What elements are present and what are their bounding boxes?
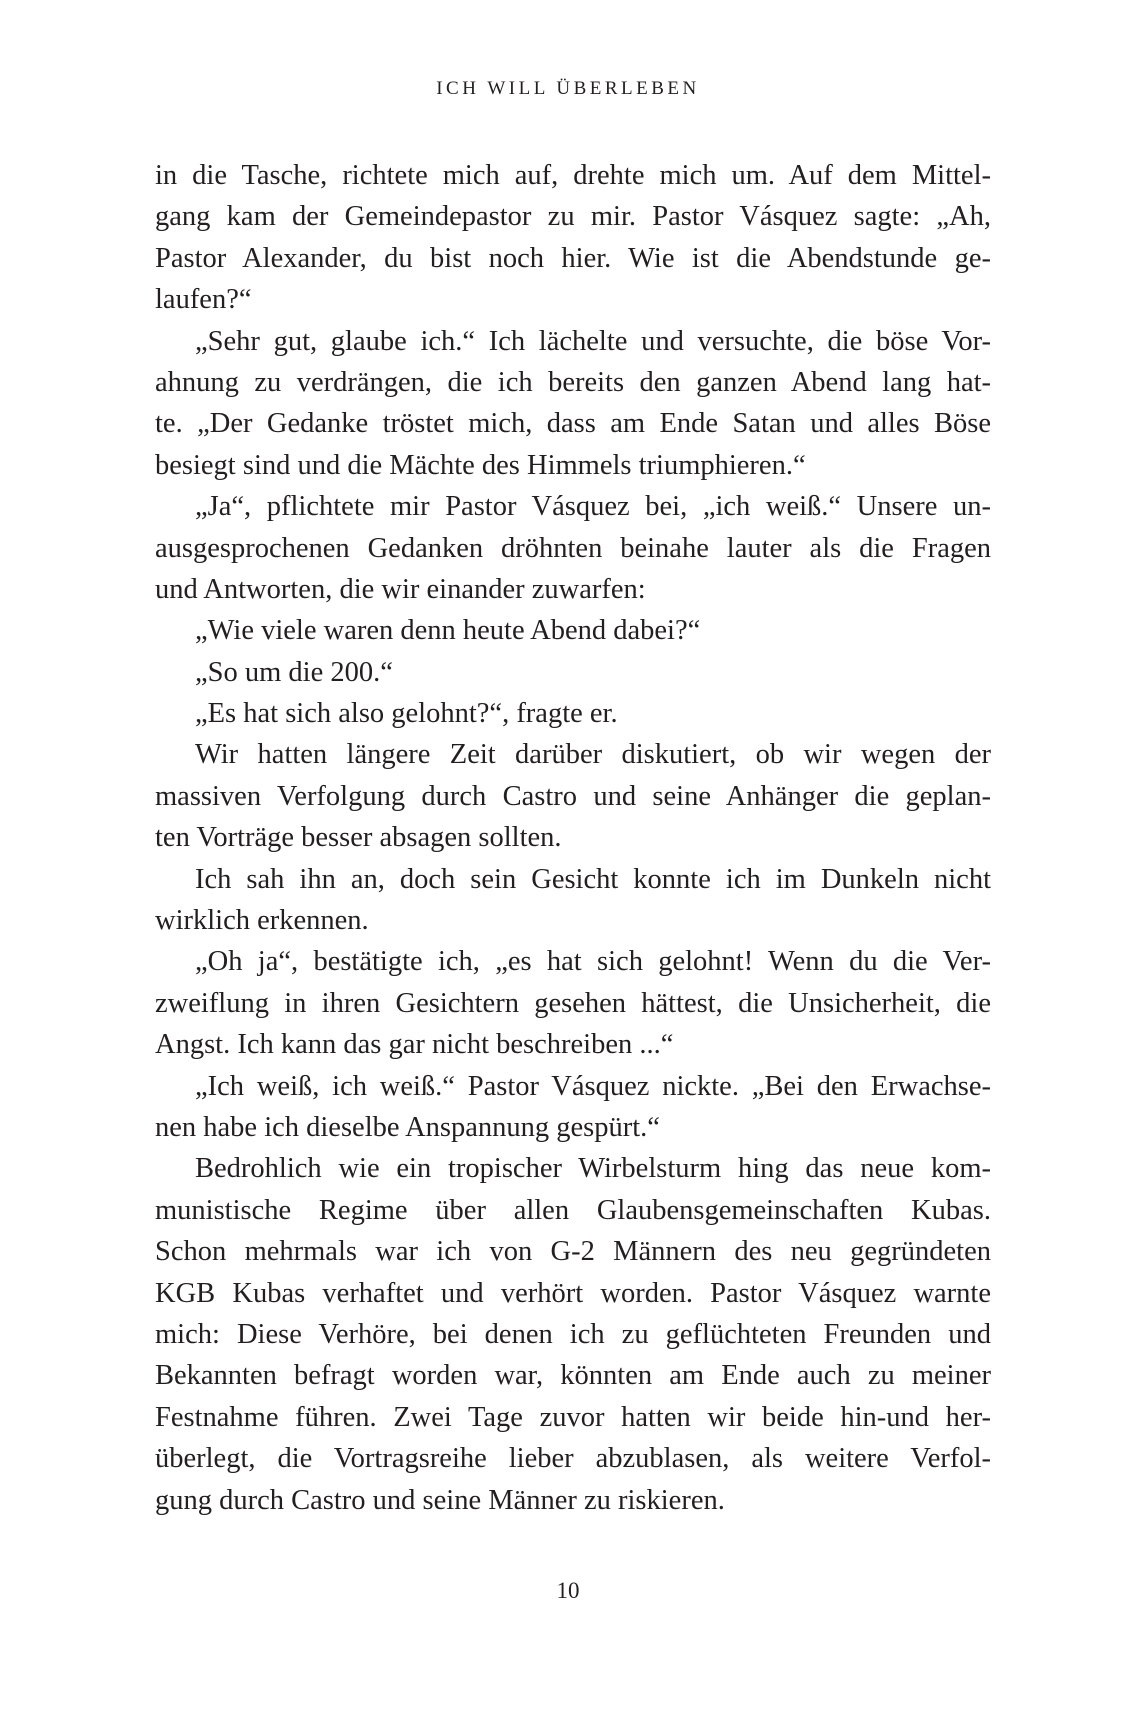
- text-line: ausgesprochenen Gedanken dröhnten beinahe lauter als die Fragen: [155, 532, 991, 564]
- text-line: überlegt, die Vortragsreihe lieber abzublasen, als weitere Verfol-: [155, 1443, 991, 1475]
- text-line: Festnahme führen. Zwei Tage zuvor hatten wir beide hin-und her-: [155, 1401, 991, 1433]
- text-line: und Antworten, die wir einander zuwarfen:: [155, 573, 646, 605]
- body-text: [155, 155, 991, 1521]
- text-line: wirklich erkennen.: [155, 905, 369, 937]
- text-line: nen habe ich dieselbe Anspannung gespürt.“: [155, 1111, 660, 1143]
- text-line: gang kam der Gemeindepastor zu mir. Pastor Vásquez sagte: „Ah,: [155, 201, 991, 233]
- text-line: „Ja“, pflichtete mir Pastor Vásquez bei, „ich weiß.“ Unsere un-: [195, 491, 991, 523]
- text-line: Bekannten befragt worden war, könnten am Ende auch zu meiner: [155, 1360, 991, 1392]
- text-line: gung durch Castro und seine Männer zu riskieren.: [155, 1484, 725, 1516]
- text-line: Wir hatten längere Zeit darüber diskutiert, ob wir wegen der: [195, 739, 991, 771]
- text-line: in die Tasche, richtete mich auf, drehte mich um. Auf dem Mittel-: [155, 160, 991, 191]
- text-line: massiven Verfolgung durch Castro und seine Anhänger die geplan-: [155, 780, 991, 812]
- text-line: „Wie viele waren denn heute Abend dabei?“: [195, 615, 701, 647]
- text-line: ahnung zu verdrängen, die ich bereits den ganzen Abend lang hat-: [155, 366, 991, 398]
- text-line: „Es hat sich also gelohnt?“, fragte er.: [195, 698, 618, 730]
- running-head: ICH WILL ÜBERLEBEN: [436, 78, 700, 99]
- text-line: „Oh ja“, bestätigte ich, „es hat sich gelohnt! Wenn du die Ver-: [195, 946, 991, 978]
- text-line: zweiflung in ihren Gesichtern gesehen hättest, die Unsicherheit, die: [155, 987, 991, 1019]
- text-line: mich: Diese Verhöre, bei denen ich zu geflüchteten Freunden und: [155, 1318, 991, 1350]
- text-line: Schon mehrmals war ich von G-2 Männern des neu gegründeten: [155, 1236, 991, 1268]
- text-line: „So um die 200.“: [195, 656, 393, 688]
- text-line: KGB Kubas verhaftet und verhört worden. Pastor Vásquez warnte: [155, 1277, 991, 1309]
- text-line: „Ich weiß, ich weiß.“ Pastor Vásquez nickte. „Bei den Erwachse-: [195, 1070, 991, 1102]
- text-line: Bedrohlich wie ein tropischer Wirbelsturm hing das neue kom-: [195, 1153, 991, 1185]
- text-line: munistische Regime über allen Glaubensgemeinschaften Kubas.: [155, 1194, 991, 1226]
- text-line: te. „Der Gedanke tröstet mich, dass am Ende Satan und alles Böse: [155, 408, 991, 440]
- text-line: ten Vorträge besser absagen sollten.: [155, 822, 562, 854]
- text-line: Ich sah ihn an, doch sein Gesicht konnte ich im Dunkeln nicht: [195, 863, 991, 895]
- page-number: 10: [556, 1578, 580, 1603]
- text-line: Pastor Alexander, du bist noch hier. Wie ist die Abendstunde ge-: [155, 242, 991, 274]
- text-line: Angst. Ich kann das gar nicht beschreiben ...“: [155, 1029, 674, 1061]
- text-line: „Sehr gut, glaube ich.“ Ich lächelte und versuchte, die böse Vor-: [195, 325, 991, 357]
- text-line: besiegt sind und die Mächte des Himmels triumphieren.“: [155, 449, 806, 481]
- text-line: laufen?“: [155, 284, 252, 316]
